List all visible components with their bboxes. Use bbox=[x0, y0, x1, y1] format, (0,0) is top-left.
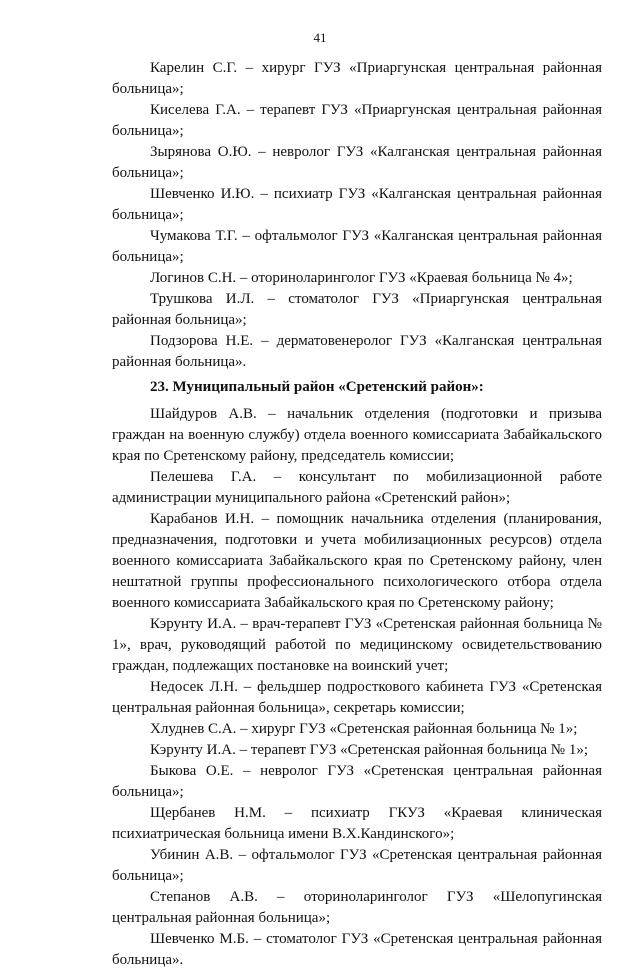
list-item: Шевченко М.Б. – стоматолог ГУЗ «Сретенская центральная районная больница». bbox=[112, 931, 602, 968]
list-item: Щербанев Н.М. – психиатр ГКУЗ «Краевая клиническая психиатрическая больница имени В.Х.Кандинского»; bbox=[112, 805, 602, 842]
list-item: Кэрунту И.А. – терапевт ГУЗ «Сретенская районная больница № 1»; bbox=[150, 742, 589, 758]
list-item: Карабанов И.Н. – помощник начальника отделения (планирования, предназначения, подготовки и учета мобилизационных ресурсов) отдела военного комиссариата Забайкальского края по Сретенскому району, член нештатной группы профессионального психологического отбора отдела военного комиссариата Забайкальского края по Сретенскому району; bbox=[112, 511, 602, 611]
list-item: Шайдуров А.В. – начальник отделения (подготовки и призыва граждан на военную службу) отдела военного комиссариата Забайкальского края по Сретенскому району, председатель комиссии; bbox=[112, 406, 602, 464]
list-item: Быкова О.Е. – невролог ГУЗ «Сретенская центральная районная больница»; bbox=[112, 763, 602, 800]
list-item: Логинов С.Н. – оториноларинголог ГУЗ «Краевая больница № 4»; bbox=[150, 270, 573, 286]
list-item: Убинин А.В. – офтальмолог ГУЗ «Сретенская центральная районная больница»; bbox=[112, 847, 602, 884]
list-item: Пелешева Г.А. – консультант по мобилизационной работе администрации муниципального района «Сретенский район»; bbox=[112, 469, 602, 506]
document-body bbox=[112, 58, 602, 971]
list-item: Киселева Г.А. – терапевт ГУЗ «Приаргунская центральная районная больница»; bbox=[112, 102, 602, 139]
list-item: Хлуднев С.А. – хирург ГУЗ «Сретенская районная больница № 1»; bbox=[150, 721, 578, 737]
list-item: Кэрунту И.А. – врач-терапевт ГУЗ «Сретенская районная больница № 1», врач, руководящий работой по медицинскому освидетельствованию граждан, подлежащих постановке на воинский учет; bbox=[112, 616, 602, 674]
list-item: Степанов А.В. – оториноларинголог ГУЗ «Шелопугинская центральная районная больница»; bbox=[112, 889, 602, 926]
list-item: Чумакова Т.Г. – офтальмолог ГУЗ «Калганская центральная районная больница»; bbox=[112, 228, 602, 265]
list-item: Недосек Л.Н. – фельдшер подросткового кабинета ГУЗ «Сретенская центральная районная больница», секретарь комиссии; bbox=[112, 679, 602, 716]
list-item: Зырянова О.Ю. – невролог ГУЗ «Калганская центральная районная больница»; bbox=[112, 144, 602, 181]
list-item: Шевченко И.Ю. – психиатр ГУЗ «Калганская центральная районная больница»; bbox=[112, 186, 602, 223]
section-heading: 23. Муниципальный район «Сретенский район»: bbox=[150, 379, 484, 395]
page-number: 41 bbox=[313, 30, 327, 45]
list-item: Подзорова Н.Е. – дерматовенеролог ГУЗ «Калганская центральная районная больница». bbox=[112, 333, 602, 370]
list-item: Трушкова И.Л. – стоматолог ГУЗ «Приаргунская центральная районная больница»; bbox=[112, 291, 602, 328]
list-item: Карелин С.Г. – хирург ГУЗ «Приаргунская центральная районная больница»; bbox=[112, 60, 602, 97]
